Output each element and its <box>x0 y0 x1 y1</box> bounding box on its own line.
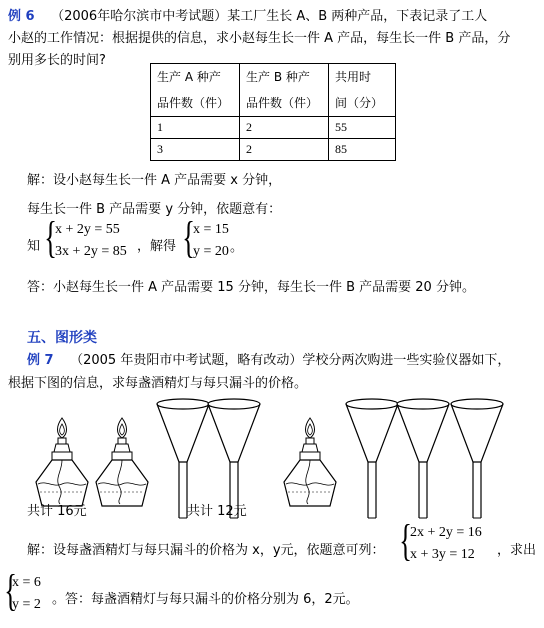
solve-word: ，解得 <box>137 239 177 254</box>
example7-label: 例 7 <box>27 353 54 368</box>
total-label-1: 共计 16元 <box>27 504 87 519</box>
work-record-table <box>150 63 396 161</box>
table-cell: 1 <box>151 117 240 139</box>
equation-system <box>410 522 482 566</box>
example7-line2: 根据下图的信息，求每盏酒精灯与每只漏斗的价格。 <box>8 376 308 391</box>
table-cell: 3 <box>151 139 240 161</box>
left-brace: { <box>399 516 412 565</box>
answer-line: 答：小赵每生长一件 A 产品需要 15 分钟，每生长一件 B 产品需要 20 分钟。 <box>27 280 475 295</box>
alcohol-lamp-icon <box>36 418 88 506</box>
ex7-solution-text: 解：设每盏酒精灯与每只漏斗的价格为 x，y元，依题意可列： <box>27 543 385 558</box>
table-cell: 55 <box>329 117 396 139</box>
result-2: y = 2 <box>12 597 41 612</box>
result-1: x = 6 <box>12 575 41 590</box>
result-1: x = 15 <box>193 222 229 237</box>
result-2: y = 20 <box>193 244 229 259</box>
example6-line2: 小赵的工作情况：根据提供的信息，求小赵每生长一件 A 产品，每生长一件 B 产品，分 <box>8 31 511 46</box>
example7-line1: （2005 年贵阳市中考试题，略有改动）学校分两次购进一些实验仪器如下， <box>70 353 511 368</box>
table-cell: 2 <box>240 139 329 161</box>
solution-system <box>12 572 41 616</box>
example6-line1: （2006年哈尔滨市中考试题）某工厂生长 A、B 两种产品，下表记录了工人 <box>51 9 488 24</box>
equation-system <box>55 219 127 263</box>
equation-1: x + 2y = 55 <box>55 222 120 237</box>
know-label: 知 <box>27 239 41 254</box>
left-brace: { <box>44 213 57 262</box>
equation-1: 2x + 2y = 16 <box>410 525 482 540</box>
ex7-answer: 。答：每盏酒精灯与每只漏斗的价格分别为 6，2元。 <box>52 592 359 607</box>
solution-line2: 每生长一件 B 产品需要 y 分钟，依题意有： <box>27 202 282 217</box>
alcohol-lamp-icon <box>96 418 148 506</box>
funnel-icon <box>346 399 398 518</box>
example7-paragraph <box>27 351 510 371</box>
table-header-cell: 生产 B 种产 品件数（件） <box>240 64 329 117</box>
ex7-solution-post: ，求出 <box>497 543 537 558</box>
section-title: 五、图形类 <box>27 330 97 346</box>
example6-line3: 别用多长的时间? <box>8 53 106 68</box>
table-row <box>151 139 396 161</box>
table-header-row <box>151 64 396 117</box>
left-brace: { <box>182 213 195 262</box>
solution-line1: 解：设小赵每生长一件 A 产品需要 x 分钟， <box>27 173 282 188</box>
equation-2: 3x + 2y = 85 <box>55 244 127 259</box>
table-row <box>151 117 396 139</box>
alcohol-lamp-icon <box>284 418 336 506</box>
example6-label: 例 6 <box>8 9 35 24</box>
total-label-2: 共计 12元 <box>187 504 247 519</box>
table-header-cell: 共用时 间（分） <box>329 64 396 117</box>
equation-2: x + 3y = 12 <box>410 547 475 562</box>
solution-system <box>193 219 229 263</box>
table-cell: 2 <box>240 117 329 139</box>
result-end: 。 <box>230 240 244 255</box>
funnel-icon <box>397 399 449 518</box>
funnel-icon <box>451 399 503 518</box>
table-header-cell: 生产 A 种产 品件数（件） <box>151 64 240 117</box>
left-brace: { <box>4 566 17 615</box>
table-cell: 85 <box>329 139 396 161</box>
